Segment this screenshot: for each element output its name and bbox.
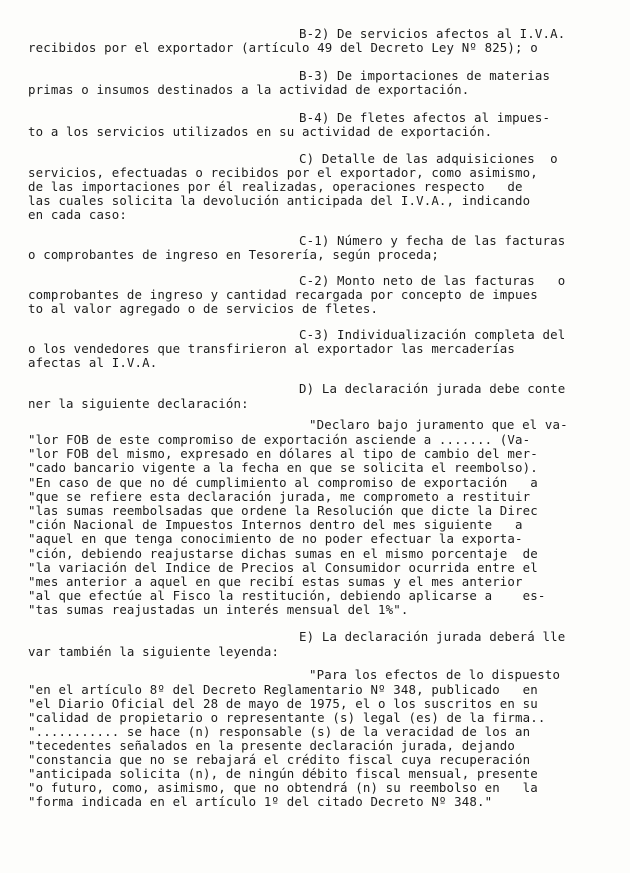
text-line: B-2) De servicios afectos al I.V.A. xyxy=(299,26,566,41)
text-line: "las sumas reembolsadas que ordene la Resolución que dicte la Direc xyxy=(28,503,538,518)
text-line: "al que efectúe al Fisco la restitución, debiendo aplicarse a es- xyxy=(28,588,546,603)
text-line: "En caso de que no dé cumplimiento al compromiso de exportación a xyxy=(28,475,538,490)
text-line: "cado bancario vigente a la fecha en que se solicita el reembolso). xyxy=(28,460,538,475)
text-line: "en el artículo 8º del Decreto Reglamentario Nº 348, publicado en xyxy=(28,682,538,697)
text-line: E) La declaración jurada deberá lle xyxy=(299,629,566,644)
text-line: primas o insumos destinados a la actividad de exportación. xyxy=(28,82,470,97)
text-line: C-1) Número y fecha de las facturas xyxy=(299,233,566,248)
text-line: "Declaro bajo juramento que el va- xyxy=(309,417,568,432)
text-line: "tas sumas reajustadas un interés mensual del 1%". xyxy=(28,602,409,617)
text-line: las cuales solicita la devolución anticipada del I.V.A., indicando xyxy=(28,193,531,208)
text-line: D) La declaración jurada debe conte xyxy=(299,381,566,396)
text-line: "ción, debiendo reajustarse dichas sumas en el mismo porcentaje de xyxy=(28,546,538,561)
text-line: o los vendedores que transfirieron al exportador las mercaderías xyxy=(28,341,516,356)
text-line: "o futuro, como, asimismo, que no obtendrá (n) su reembolso en la xyxy=(28,780,538,795)
text-line: B-3) De importaciones de materias xyxy=(299,68,551,83)
text-line: "aquel en que tenga conocimiento de no poder efectuar la exporta- xyxy=(28,531,523,546)
text-line: "mes anterior a aquel en que recibí estas sumas y el mes anterior xyxy=(28,574,523,589)
text-line: recibidos por el exportador (artículo 49 del Decreto Ley Nº 825); o xyxy=(28,40,538,55)
text-line: B-4) De fletes afectos al impues- xyxy=(299,110,551,125)
text-line: "ción Nacional de Impuestos Internos dentro del mes siguiente a xyxy=(28,517,523,532)
text-line: "la variación del Indice de Precios al Consumidor ocurrida entre el xyxy=(28,560,538,575)
text-line: o comprobantes de ingreso en Tesorería, según proceda; xyxy=(28,247,439,262)
text-line: "lor FOB de este compromiso de exportación asciende a ....... (Va- xyxy=(28,432,531,447)
text-line: C-3) Individualización completa del xyxy=(299,327,566,342)
text-line: "Para los efectos de lo dispuesto xyxy=(309,667,561,682)
text-line: to al valor agregado o de servicios de fletes. xyxy=(28,301,379,316)
text-line: C-2) Monto neto de las facturas o xyxy=(299,273,566,288)
text-line: comprobantes de ingreso y cantidad recargada por concepto de impues xyxy=(28,287,538,302)
text-line: "tecedentes señalados en la presente declaración jurada, dejando xyxy=(28,738,516,753)
text-line: to a los servicios utilizados en su actividad de exportación. xyxy=(28,124,493,139)
text-line: "el Diario Oficial del 28 de mayo de 1975, el o los suscritos en su xyxy=(28,696,538,711)
text-line: "que se refiere esta declaración jurada, me comprometo a restituir xyxy=(28,489,531,504)
text-line: "forma indicada en el artículo 1º del citado Decreto Nº 348." xyxy=(28,794,493,809)
text-line: de las importaciones por él realizadas, operaciones respecto de xyxy=(28,179,523,194)
text-line: C) Detalle de las adquisiciones o xyxy=(299,151,558,166)
text-line: servicios, efectuadas o recibidos por el exportador, como asimismo, xyxy=(28,165,538,180)
text-line: afectas al I.V.A. xyxy=(28,355,158,370)
text-line: var también la siguiente leyenda: xyxy=(28,644,280,659)
text-line: "lor FOB del mismo, expresado en dólares al tipo de cambio del mer- xyxy=(28,446,538,461)
text-line: "........... se hace (n) responsable (s) de la veracidad de los an xyxy=(28,724,531,739)
text-line: "anticipada solicita (n), de ningún débito fiscal mensual, presente xyxy=(28,766,538,781)
text-line: en cada caso: xyxy=(28,207,127,222)
text-line: "calidad de propietario o representante (s) legal (es) de la firma.. xyxy=(28,710,546,725)
text-line: "constancia que no se rebajará el crédito fiscal cuya recuperación xyxy=(28,752,531,767)
text-line: ner la siguiente declaración: xyxy=(28,396,249,411)
